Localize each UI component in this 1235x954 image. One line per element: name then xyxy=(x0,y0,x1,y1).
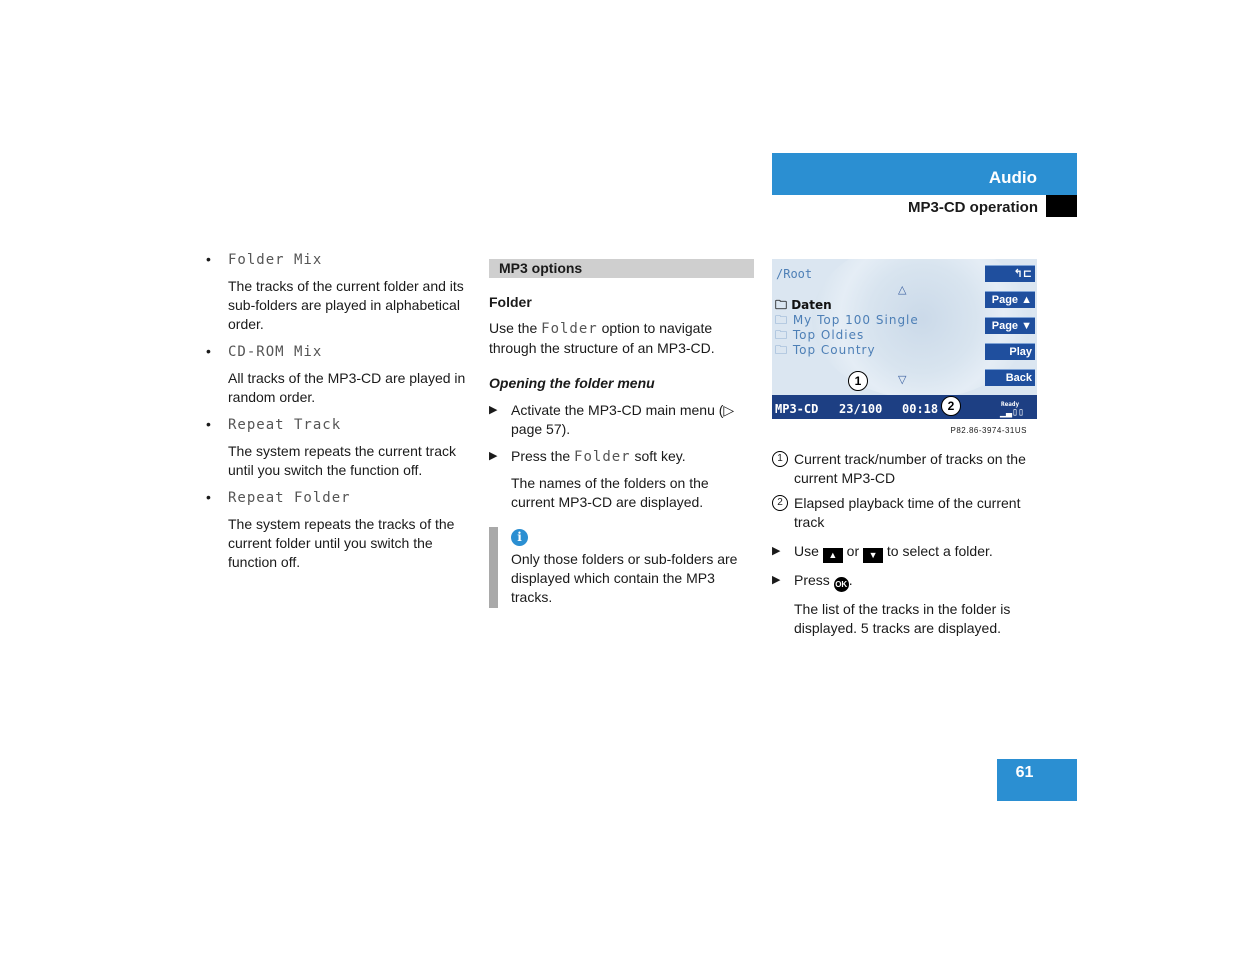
step-use: ▶ Use ▲ or ▼ to select a folder. xyxy=(772,542,1037,563)
section-title: Audio xyxy=(988,168,1037,187)
list-item: • Folder Mix xyxy=(206,251,323,268)
page-number: 61 xyxy=(997,759,1077,801)
softkey-play[interactable]: Play xyxy=(985,343,1035,360)
step-2-result: The names of the folders on the current MP3-CD are displayed. xyxy=(511,475,709,510)
legend-2: 2 Elapsed playback time of the current track xyxy=(772,494,1037,532)
option-term: Repeat Track xyxy=(228,417,342,433)
note-bar xyxy=(489,527,498,608)
step-arrow-icon: ▶ xyxy=(489,404,498,416)
info-note xyxy=(489,527,754,608)
option-description: All tracks of the MP3-CD are played in random order. xyxy=(228,370,466,405)
up-key-icon: ▲ xyxy=(823,548,843,563)
down-key-icon: ▼ xyxy=(863,548,883,563)
list-item: • Repeat Folder xyxy=(206,489,351,506)
step-1: ▶ Activate the MP3-CD main menu (▷ page 57). xyxy=(489,402,735,437)
status-time: 00:18 xyxy=(902,402,939,416)
options-list xyxy=(206,250,471,580)
subheading: Opening the folder menu xyxy=(489,375,655,391)
step-arrow-icon: ▶ xyxy=(489,450,498,462)
header-band xyxy=(772,153,1077,195)
section-subtitle: MP3-CD operation xyxy=(907,199,1038,216)
screen-section xyxy=(772,259,1037,638)
option-term: CD-ROM Mix xyxy=(228,344,323,360)
step-arrow-icon: ▶ xyxy=(772,545,781,557)
callout-1-icon: 1 xyxy=(772,451,788,467)
ok-button-icon: OK xyxy=(834,577,849,592)
scroll-down-icon: ▽ xyxy=(898,374,907,386)
status-bar xyxy=(772,395,1037,419)
press-result: The list of the tracks in the folder is displayed. 5 tracks are displayed. xyxy=(794,601,1011,636)
list-item: • Repeat Track xyxy=(206,416,342,433)
softkey-page-down[interactable]: Page ▼ xyxy=(985,317,1035,334)
mp3-options-section xyxy=(489,259,754,608)
signal-icon: ▁▃▯▯ xyxy=(1000,407,1025,418)
folder-item[interactable]: 🗀 Top Oldies xyxy=(775,328,865,342)
option-description: The system repeats the tracks of the current folder until you switch the function off. xyxy=(228,516,455,570)
status-track: 23/100 xyxy=(839,402,883,416)
callout-2: 2 xyxy=(941,396,961,416)
legend-1: 1 Current track/number of tracks on the current MP3-CD xyxy=(772,450,1037,488)
intro-text: Use the Folder option to navigate through the structure of an MP3-CD. xyxy=(489,320,715,356)
callout-2-icon: 2 xyxy=(772,495,788,511)
info-icon: i xyxy=(511,529,528,546)
step-arrow-icon: ▶ xyxy=(772,574,781,586)
option-description: The system repeats the current track until you switch the function off. xyxy=(228,443,456,478)
callout-1: 1 xyxy=(848,371,868,391)
status-source: MP3-CD xyxy=(775,402,819,416)
option-description: The tracks of the current folder and its sub-folders are played in alphabetical order. xyxy=(228,278,464,332)
folder-item-selected[interactable]: 🗀 Daten xyxy=(775,298,832,312)
softkey-up-folder[interactable]: ↰⊏ xyxy=(985,265,1035,282)
option-term: Repeat Folder xyxy=(228,490,351,506)
list-item: • CD-ROM Mix xyxy=(206,343,323,360)
section-bar: MP3 options xyxy=(489,259,754,278)
header-marker xyxy=(1046,195,1077,217)
heading-folder: Folder xyxy=(489,294,532,310)
folder-path: /Root xyxy=(776,267,813,281)
softkey-back[interactable]: Back xyxy=(985,369,1035,386)
scroll-up-icon: △ xyxy=(898,284,907,296)
folder-item[interactable]: 🗀 Top Country xyxy=(775,343,876,357)
device-screenshot xyxy=(772,259,1037,419)
note-text: Only those folders or sub-folders are displayed which contain the MP3 tracks. xyxy=(511,551,738,605)
step-2: ▶ Press the Folder soft key. xyxy=(489,448,686,465)
status-ready: Ready xyxy=(1001,401,1020,408)
folder-item[interactable]: 🗀 My Top 100 Single xyxy=(775,313,919,327)
figure-ref: P82.86-3974-31US xyxy=(950,426,1027,435)
step-press: ▶ Press OK . xyxy=(772,571,1037,592)
option-term: Folder Mix xyxy=(228,252,323,268)
softkey-page-up[interactable]: Page ▲ xyxy=(985,291,1035,308)
